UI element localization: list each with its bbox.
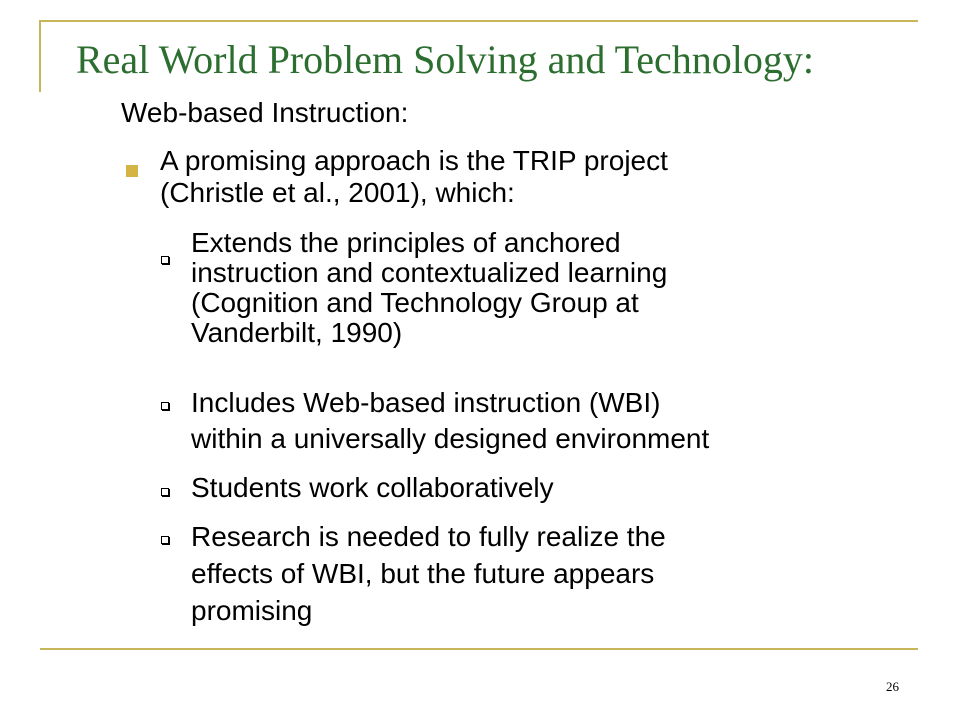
sub-bullet-text: [191, 385, 709, 457]
text-line: instruction and contextualized learning: [191, 257, 668, 288]
hollow-square-bullet-icon: [161, 402, 169, 410]
sub-bullet-text: [191, 228, 667, 348]
square-bullet-icon: [126, 165, 138, 177]
hollow-square-bullet-icon: [161, 536, 169, 544]
slide-title: Real World Problem Solving and Technology:: [76, 37, 814, 82]
hollow-square-bullet-icon: [161, 488, 169, 496]
text-line: A promising approach is the TRIP project: [160, 145, 668, 176]
text-line: Extends the principles of anchored: [191, 227, 621, 258]
text-line: (Cognition and Technology Group at: [191, 287, 639, 318]
sub-bullet-text: [191, 518, 666, 629]
hollow-square-bullet-icon: [161, 256, 169, 264]
slide-subtitle: Web-based Instruction:: [121, 97, 409, 128]
text-line: within a universally designed environment: [191, 423, 710, 454]
top-rule: [40, 20, 918, 22]
main-bullet-text: [160, 145, 668, 209]
left-rule: [39, 20, 41, 92]
page-number: 26: [886, 679, 899, 694]
text-line: (Christle et al., 2001), which:: [160, 177, 515, 208]
text-line: Research is needed to fully realize the: [191, 521, 666, 552]
text-line: effects of WBI, but the future appears: [191, 558, 655, 589]
text-line: promising: [191, 595, 313, 626]
sub-bullet-text: [191, 473, 554, 503]
bottom-rule: [40, 648, 918, 650]
text-line: Includes Web-based instruction (WBI): [191, 387, 661, 418]
text-line: Vanderbilt, 1990): [191, 317, 403, 348]
text-line: Students work collaboratively: [191, 472, 554, 503]
